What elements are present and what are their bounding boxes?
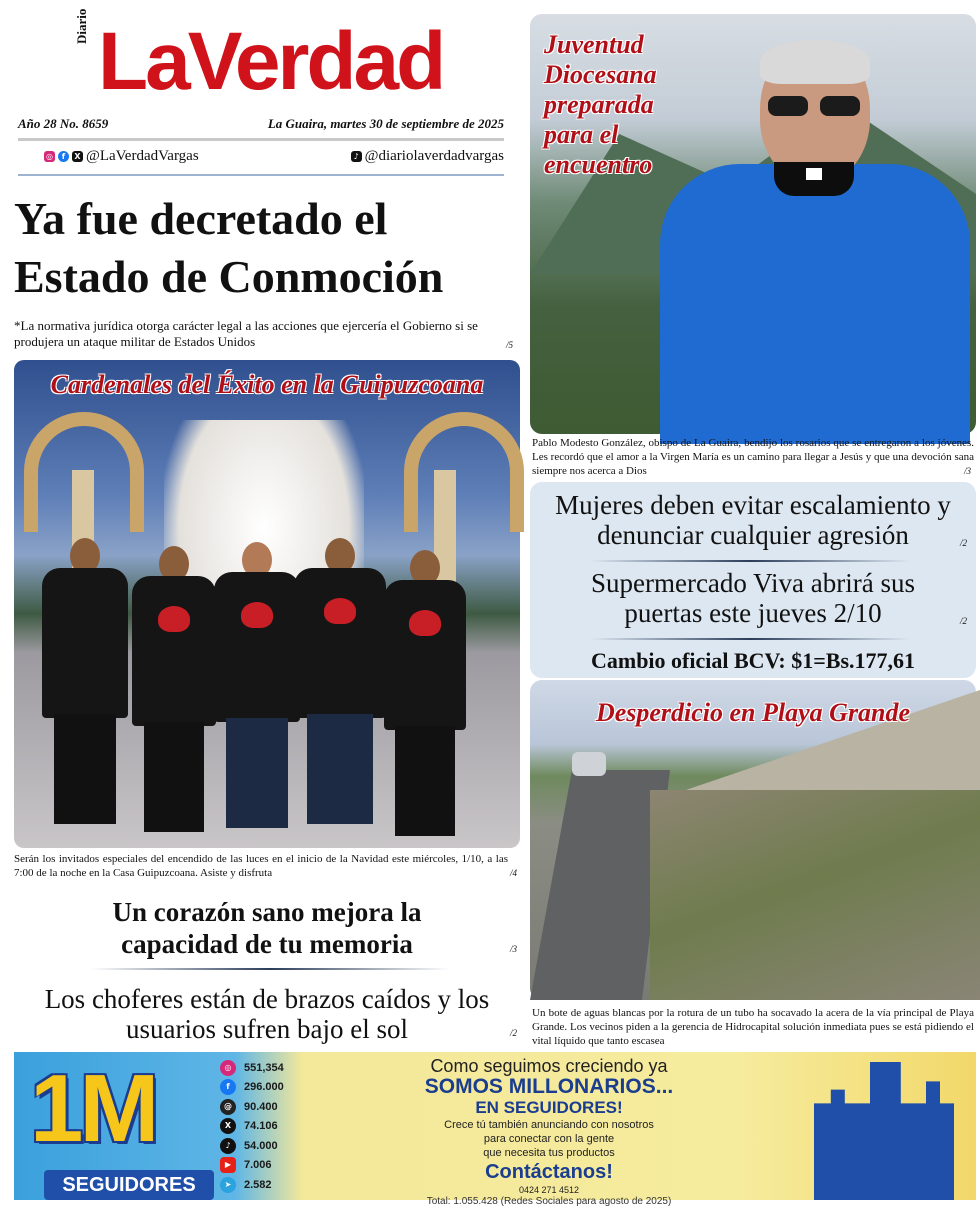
followers-banner[interactable] bbox=[14, 1052, 976, 1207]
arch-right bbox=[404, 412, 524, 532]
playa-grande-title[interactable]: Desperdicio en Playa Grande bbox=[595, 698, 911, 727]
cardenales-caption: Serán los invitados especiales del encendido de las luces en el inicio de la Navidad este miércoles, 1/10, a las 7:00 de la noche en la Casa Guipuzcoana. Asiste y disfruta bbox=[14, 853, 508, 879]
juventud-title-line: preparada bbox=[544, 90, 654, 119]
youtube-icon: ▶ bbox=[220, 1157, 236, 1173]
x-icon: X bbox=[220, 1118, 236, 1134]
instagram-icon: ◎ bbox=[44, 151, 55, 162]
juventud-title-line: encuentro bbox=[544, 150, 653, 179]
singer bbox=[214, 542, 300, 828]
facebook-icon: f bbox=[58, 151, 69, 162]
contact-phone[interactable]: 0424 271 4512 bbox=[518, 1185, 580, 1195]
social-handle-tiktok[interactable]: @diariolaverdadvargas bbox=[364, 148, 504, 164]
info-separator bbox=[590, 638, 910, 640]
singer bbox=[132, 546, 216, 826]
social-group-main[interactable] bbox=[44, 148, 199, 165]
seguidores-tag: SEGUIDORES bbox=[44, 1170, 214, 1200]
bishop-glasses bbox=[768, 96, 862, 116]
contact-cta[interactable]: Contáctanos! bbox=[485, 1161, 613, 1183]
tiktok-icon: ♪ bbox=[220, 1138, 236, 1154]
women-aggression-page-ref: /2 bbox=[960, 538, 968, 548]
tiktok-icon: ♪ bbox=[351, 151, 362, 162]
social-handle-main[interactable]: @LaVerdadVargas bbox=[86, 148, 199, 164]
playa-grande-caption: Un bote de aguas blancas por la rotura de un tubo ha socavado la acera de la vía principal de Playa Grande. Los vecinos piden a la gerencia de Hidrocapital solución inmediata pues se está pidiendo el vital líquido que tanto escasea bbox=[532, 1007, 974, 1047]
heart-memory-page-ref: /3 bbox=[510, 944, 518, 954]
social-divider bbox=[18, 174, 504, 176]
stat-value: 296.000 bbox=[244, 1081, 284, 1094]
social-group-tiktok[interactable] bbox=[351, 148, 504, 165]
main-headline[interactable]: Ya fue decretado el Estado de Conmoción bbox=[14, 193, 444, 302]
threads-icon: @ bbox=[220, 1099, 236, 1115]
telegram-icon: ➤ bbox=[220, 1177, 236, 1193]
bishop-hair bbox=[760, 40, 870, 84]
stat-youtube bbox=[220, 1156, 340, 1176]
stat-value: 74.106 bbox=[244, 1120, 278, 1133]
singer bbox=[294, 538, 386, 828]
stat-telegram bbox=[220, 1175, 340, 1195]
cardenales-title[interactable]: Cardenales del Éxito en la Guipuzcoana bbox=[50, 370, 484, 399]
playa-grande-photo[interactable] bbox=[530, 680, 976, 1000]
main-page-ref: /5 bbox=[506, 340, 514, 350]
car bbox=[572, 752, 606, 776]
one-million-graphic: 1M bbox=[30, 1055, 156, 1162]
newspaper-logo[interactable]: LaVerdad bbox=[98, 16, 444, 107]
stat-tiktok bbox=[220, 1136, 340, 1156]
promo-headline: SOMOS MILLONARIOS... bbox=[424, 1075, 674, 1098]
drivers-headline[interactable]: Los choferes están de brazos caídos y los usuarios sufren bajo el sol bbox=[44, 984, 490, 1044]
diario-label: Diario bbox=[74, 8, 89, 44]
promo-text bbox=[354, 1056, 744, 1208]
stat-instagram bbox=[220, 1058, 340, 1078]
followers-total: Total: 1.055.428 (Redes Sociales para agosto de 2025) bbox=[426, 1196, 672, 1207]
eroded-sidewalk bbox=[650, 790, 980, 1000]
juventud-title-line: para el bbox=[544, 120, 619, 149]
juventud-title[interactable] bbox=[544, 30, 657, 180]
supermarket-page-ref: /2 bbox=[960, 616, 968, 626]
promo-line: para conectar con la gente bbox=[483, 1133, 615, 1145]
clerical-collar bbox=[774, 162, 854, 196]
stat-facebook bbox=[220, 1078, 340, 1098]
news-brief-box bbox=[530, 482, 976, 678]
masthead-divider bbox=[18, 138, 504, 141]
juventud-title-line: Juventud bbox=[544, 30, 644, 59]
stat-threads bbox=[220, 1097, 340, 1117]
juventud-caption: Pablo Modesto González, obispo de La Guaira, bendijo los rosarios que se entregaron a los jóvenes. Les recordó que el amor a la Virgen María es un camino para llegar a Jesús y que una devoción sana siempre nos acerca a Dios bbox=[532, 437, 974, 477]
singer bbox=[42, 538, 128, 828]
stat-value: 54.000 bbox=[244, 1139, 278, 1152]
stat-value: 551,354 bbox=[244, 1061, 284, 1074]
singer bbox=[384, 550, 466, 830]
headline-separator bbox=[90, 968, 450, 970]
x-icon: X bbox=[72, 151, 83, 162]
main-subhead: *La normativa jurídica otorga carácter legal a las acciones que ejercería el Gobierno si se produjera un ataque militar de Estados Unidos bbox=[14, 318, 478, 349]
cardenales-photo[interactable] bbox=[14, 360, 520, 848]
promo-line: que necesita tus productos bbox=[483, 1147, 615, 1159]
exchange-rate: Cambio oficial BCV: $1=Bs.177,61 bbox=[590, 648, 916, 673]
facebook-icon: f bbox=[220, 1079, 236, 1095]
stat-x bbox=[220, 1117, 340, 1137]
cardenales-page-ref: /4 bbox=[510, 868, 518, 878]
promo-line: Crece tú también anunciando con nosotros bbox=[444, 1119, 654, 1131]
juventud-title-line: Diocesana bbox=[544, 60, 657, 89]
bishop-shirt bbox=[660, 164, 970, 444]
edition-row bbox=[18, 116, 504, 132]
promo-line: Como seguimos creciendo ya bbox=[430, 1056, 668, 1076]
promo-subheadline: EN SEGUIDORES! bbox=[475, 1098, 623, 1117]
instagram-icon: ◎ bbox=[220, 1060, 236, 1076]
stat-value: 2.582 bbox=[244, 1178, 272, 1191]
edition-number: Año 28 No. 8659 bbox=[18, 116, 109, 131]
juventud-page-ref: /3 bbox=[964, 466, 972, 476]
drivers-page-ref: /2 bbox=[510, 1028, 518, 1038]
heart-memory-headline[interactable]: Un corazón sano mejora la capacidad de tu memoria bbox=[112, 897, 422, 959]
juventud-photo[interactable] bbox=[530, 14, 976, 434]
road bbox=[530, 770, 670, 1000]
supermarket-headline[interactable]: Supermercado Viva abrirá sus puertas este jueves 2/10 bbox=[590, 568, 916, 628]
social-row bbox=[44, 148, 504, 165]
castle-illustration bbox=[814, 1062, 954, 1200]
stat-value: 90.400 bbox=[244, 1100, 278, 1113]
women-aggression-headline[interactable]: Mujeres deben evitar escalamiento y denunciar cualquier agresión bbox=[555, 490, 951, 550]
stat-value: 7.006 bbox=[244, 1159, 272, 1172]
info-separator bbox=[590, 560, 910, 562]
social-stats bbox=[220, 1058, 340, 1195]
dateline: La Guaira, martes 30 de septiembre de 2025 bbox=[267, 116, 504, 131]
